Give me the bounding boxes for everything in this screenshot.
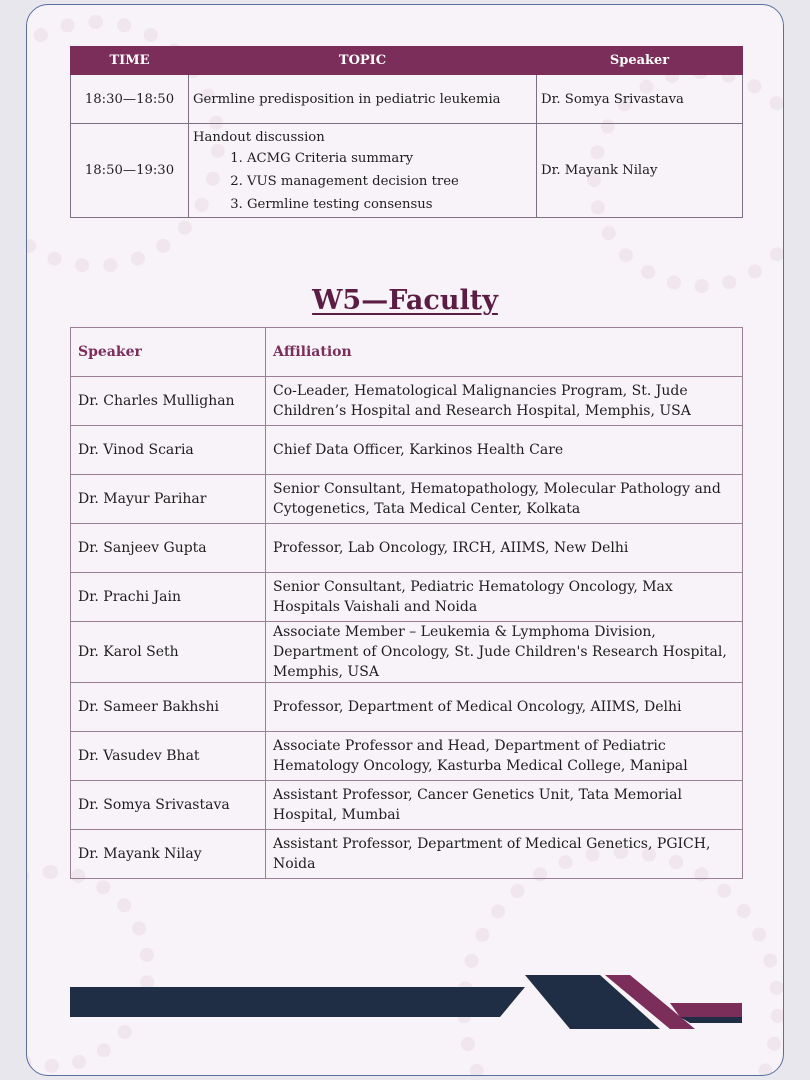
faculty-affiliation: Senior Consultant, Pediatric Hematology Oncology, Max Hospitals Vaishali and Noida: [266, 573, 743, 622]
faculty-affiliation: Associate Member – Leukemia & Lymphoma Division, Department of Oncology, St. Jude Children's Research Hospital, Memphis, USA: [266, 622, 743, 683]
schedule-header-row: [71, 47, 743, 75]
handout-list: [193, 147, 532, 216]
faculty-table: [70, 327, 743, 879]
faculty-row: [71, 426, 743, 475]
footer-navy-strip: [680, 1017, 742, 1023]
handout-item: 3. Germline testing consensus: [247, 193, 532, 216]
schedule-row: [71, 124, 743, 218]
faculty-name: Dr. Mayank Nilay: [71, 830, 266, 879]
speaker-column-header: Speaker: [71, 328, 266, 377]
faculty-row: [71, 475, 743, 524]
faculty-name: Dr. Charles Mullighan: [71, 377, 266, 426]
document-page: [26, 4, 784, 1076]
footer-plum-strip: [670, 1003, 742, 1017]
faculty-title: W5—Faculty: [312, 285, 498, 316]
faculty-affiliation: Co-Leader, Hematological Malignancies Program, St. Jude Children’s Hospital and Research Hospital, Memphis, USA: [266, 377, 743, 426]
handout-item: 1. ACMG Criteria summary: [247, 147, 532, 170]
session-topic: Germline predisposition in pediatric leukemia: [189, 75, 537, 124]
faculty-name: Dr. Vasudev Bhat: [71, 732, 266, 781]
faculty-affiliation: Professor, Department of Medical Oncology, AIIMS, Delhi: [266, 683, 743, 732]
faculty-name: Dr. Vinod Scaria: [71, 426, 266, 475]
footer-ribbon: [70, 971, 742, 1031]
affiliation-column-header: Affiliation: [266, 328, 743, 377]
handout-item: 2. VUS management decision tree: [247, 170, 532, 193]
session-speaker: Dr. Somya Srivastava: [537, 75, 743, 124]
faculty-name: Dr. Sanjeev Gupta: [71, 524, 266, 573]
faculty-row: [71, 683, 743, 732]
decorative-mandala: [457, 845, 784, 1076]
faculty-row: [71, 377, 743, 426]
schedule-row: [71, 75, 743, 124]
faculty-affiliation: Senior Consultant, Hematopathology, Molecular Pathology and Cytogenetics, Tata Medical Center, Kolkata: [266, 475, 743, 524]
speaker-header: Speaker: [537, 47, 743, 75]
faculty-name: Dr. Sameer Bakhshi: [71, 683, 266, 732]
session-time: 18:50—19:30: [71, 124, 189, 218]
faculty-row: [71, 830, 743, 879]
faculty-affiliation: Assistant Professor, Cancer Genetics Unit, Tata Memorial Hospital, Mumbai: [266, 781, 743, 830]
session-time: 18:30—18:50: [71, 75, 189, 124]
topic-header: TOPIC: [189, 47, 537, 75]
faculty-name: Dr. Prachi Jain: [71, 573, 266, 622]
faculty-affiliation: Assistant Professor, Department of Medical Genetics, PGICH, Noida: [266, 830, 743, 879]
faculty-affiliation: Professor, Lab Oncology, IRCH, AIIMS, New Delhi: [266, 524, 743, 573]
faculty-header-row: [71, 328, 743, 377]
handout-title: Handout discussion: [193, 129, 325, 145]
faculty-name: Dr. Somya Srivastava: [71, 781, 266, 830]
faculty-row: [71, 732, 743, 781]
faculty-row: [71, 622, 743, 683]
faculty-affiliation: Chief Data Officer, Karkinos Health Care: [266, 426, 743, 475]
session-speaker: Dr. Mayank Nilay: [537, 124, 743, 218]
faculty-row: [71, 781, 743, 830]
time-header: TIME: [71, 47, 189, 75]
schedule-table: [70, 46, 743, 218]
faculty-affiliation: Associate Professor and Head, Department of Pediatric Hematology Oncology, Kasturba Medical College, Manipal: [266, 732, 743, 781]
faculty-row: [71, 573, 743, 622]
faculty-name: Dr. Karol Seth: [71, 622, 266, 683]
faculty-name: Dr. Mayur Parihar: [71, 475, 266, 524]
footer-navy-band: [70, 987, 525, 1017]
decorative-mandala: [26, 865, 155, 1073]
session-topic: [189, 124, 537, 218]
faculty-row: [71, 524, 743, 573]
